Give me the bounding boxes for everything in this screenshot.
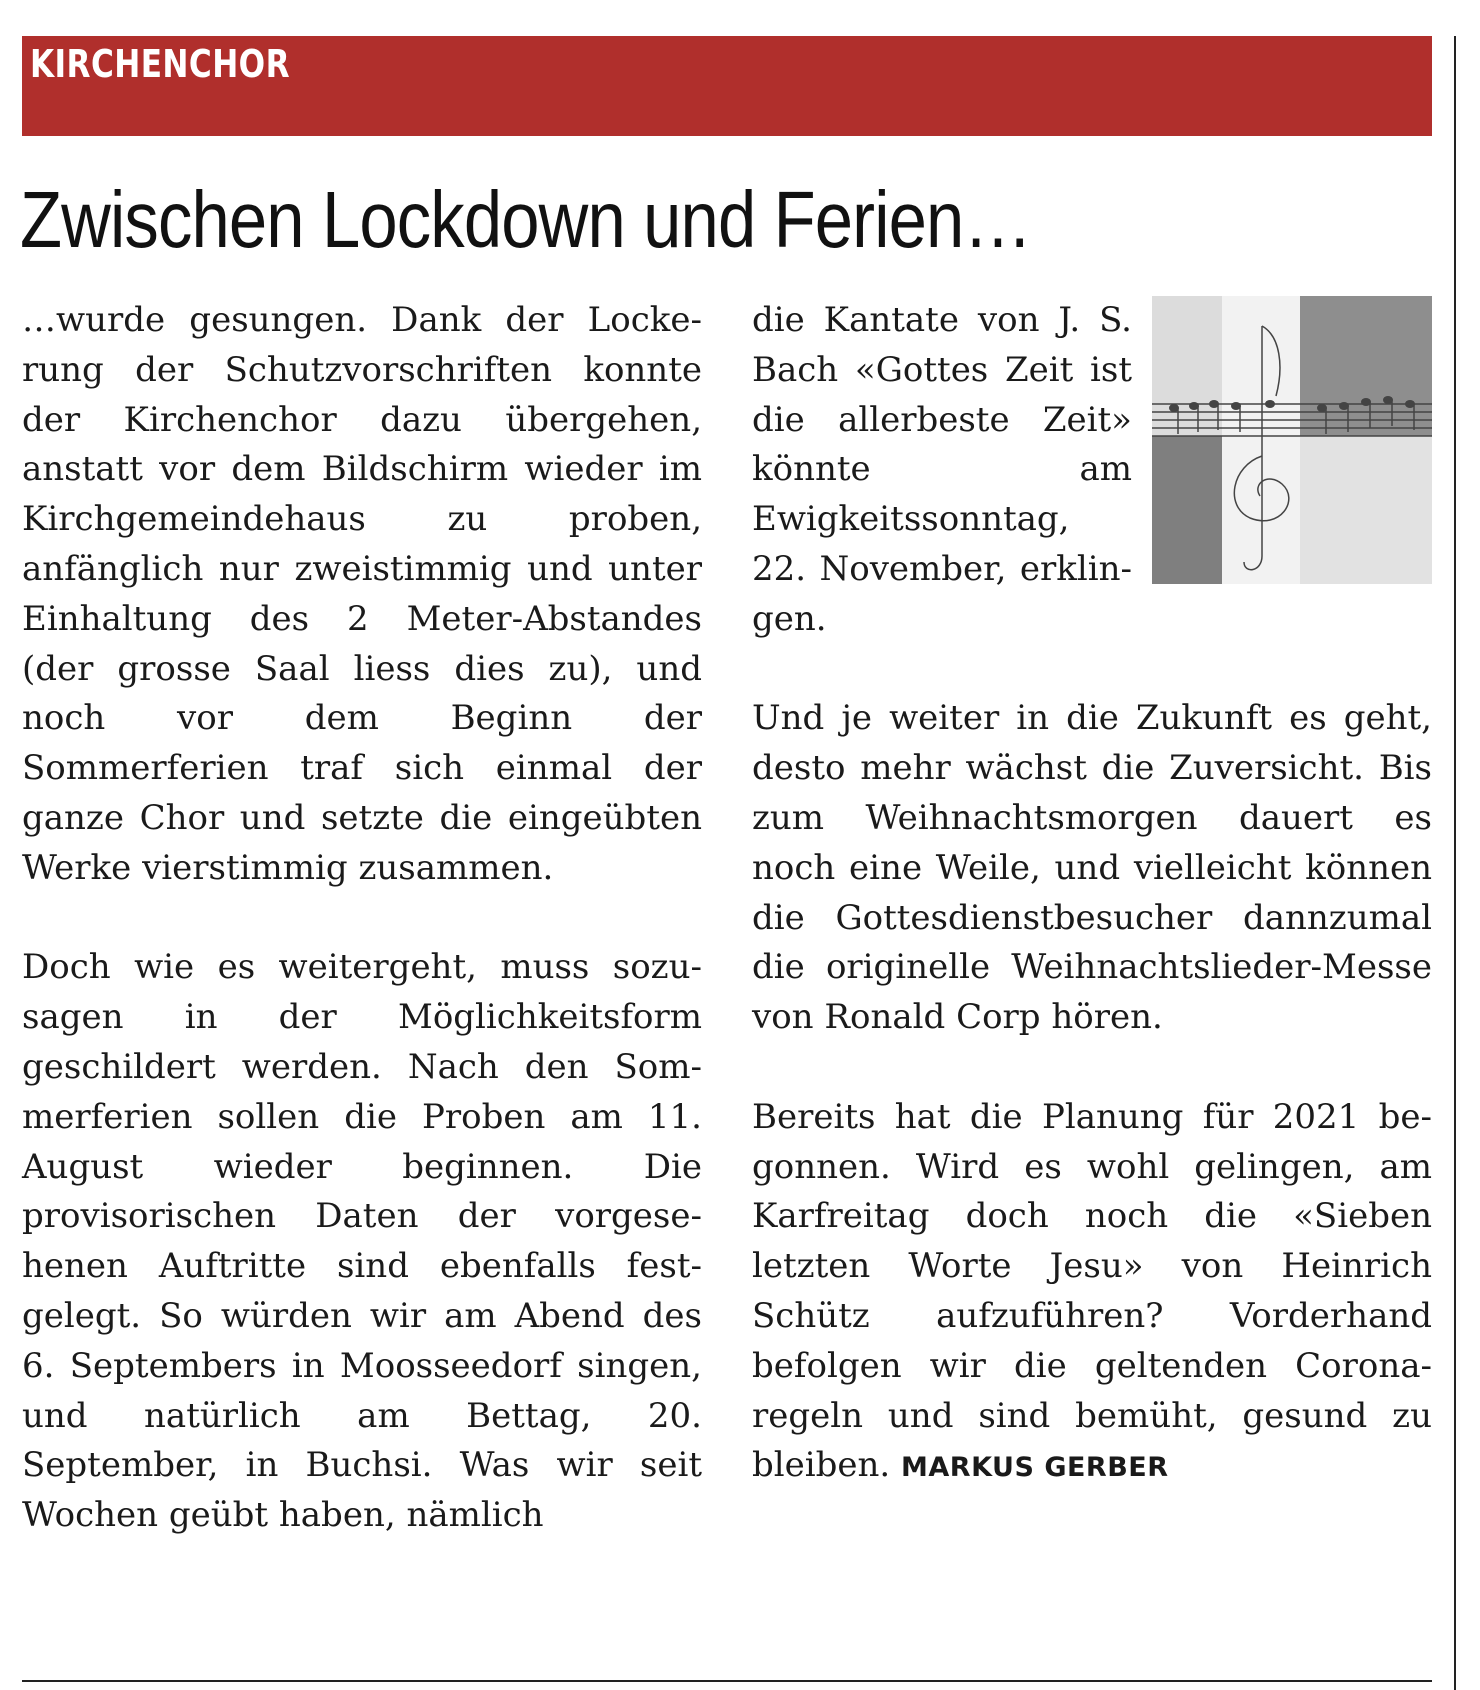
section-label: KIRCHENCHOR — [30, 42, 290, 86]
paragraph: Doch wie es weitergeht, muss sozusagen in der Möglichkeitsform geschildert werden. Nach den Sommerferien sollen die Proben am 11. August wieder beginnen. Die provisorischen Daten der vorgesehenen Auftritte sind ebenfalls festgelegt. So würden wir am Abend des 6. Septembers in Moosseedorf singen, und natürlich am Bettag, 20. September, in Buchsi. Was wir seit Wochen geübt haben, nämlich — [22, 947, 702, 1536]
paragraph: Und je weiter in die Zukunft es geht, desto mehr wächst die Zuversicht. Bis zum Weihnachtsmorgen dauert es noch eine Weile, und vielleicht können die Gottesdienstbesucher dannzumal die originelle Weihnachtslieder-Messe von Ronald Corp hören. — [752, 698, 1432, 1038]
music-illustration — [1152, 296, 1432, 584]
right-column — [752, 296, 1432, 1493]
paragraph: die Kantate von J. S. Bach «Gottes Zeit ist die allerbeste Zeit» könnte am Ewigkeitssonntag, 22. November, erklingen. — [752, 300, 1132, 639]
paragraph: …wurde gesungen. Dank der Lockerung der Schutzvorschriften konnte der Kirchenchor dazu übergehen, anstatt vor dem Bildschirm wieder im Kirchgemeindehaus zu proben, anfänglich nur zweistimmig und unter Einhaltung des 2 Meter-Abstandes (der grosse Saal liess dies zu), und noch vor dem Beginn der Sommerferien traf sich einmal der ganze Chor und setzte die eingeübten Werke vierstimmig zusammen. — [22, 300, 702, 888]
article-headline: Zwischen Lockdown und Ferien… — [20, 175, 1032, 264]
treble-clef-music-staff-icon — [1152, 296, 1432, 584]
section-banner — [22, 36, 1432, 136]
paragraph — [752, 1093, 1432, 1493]
author-byline: MARKUS GERBER — [901, 1452, 1169, 1484]
column-rule — [1454, 36, 1456, 1690]
left-column — [22, 296, 702, 1541]
bottom-rule — [22, 1680, 1432, 1682]
paragraph-text: Bereits hat die Planung für 2021 begonnen. Wird es wohl gelingen, am Karfreitag doch noch die «Sieben letzten Worte Jesu» von Heinrich Schütz aufzuführen? Vorderhand befolgen wir die geltenden Coronaregeln und sind bemüht, gesund zu bleiben. — [752, 1096, 1432, 1486]
